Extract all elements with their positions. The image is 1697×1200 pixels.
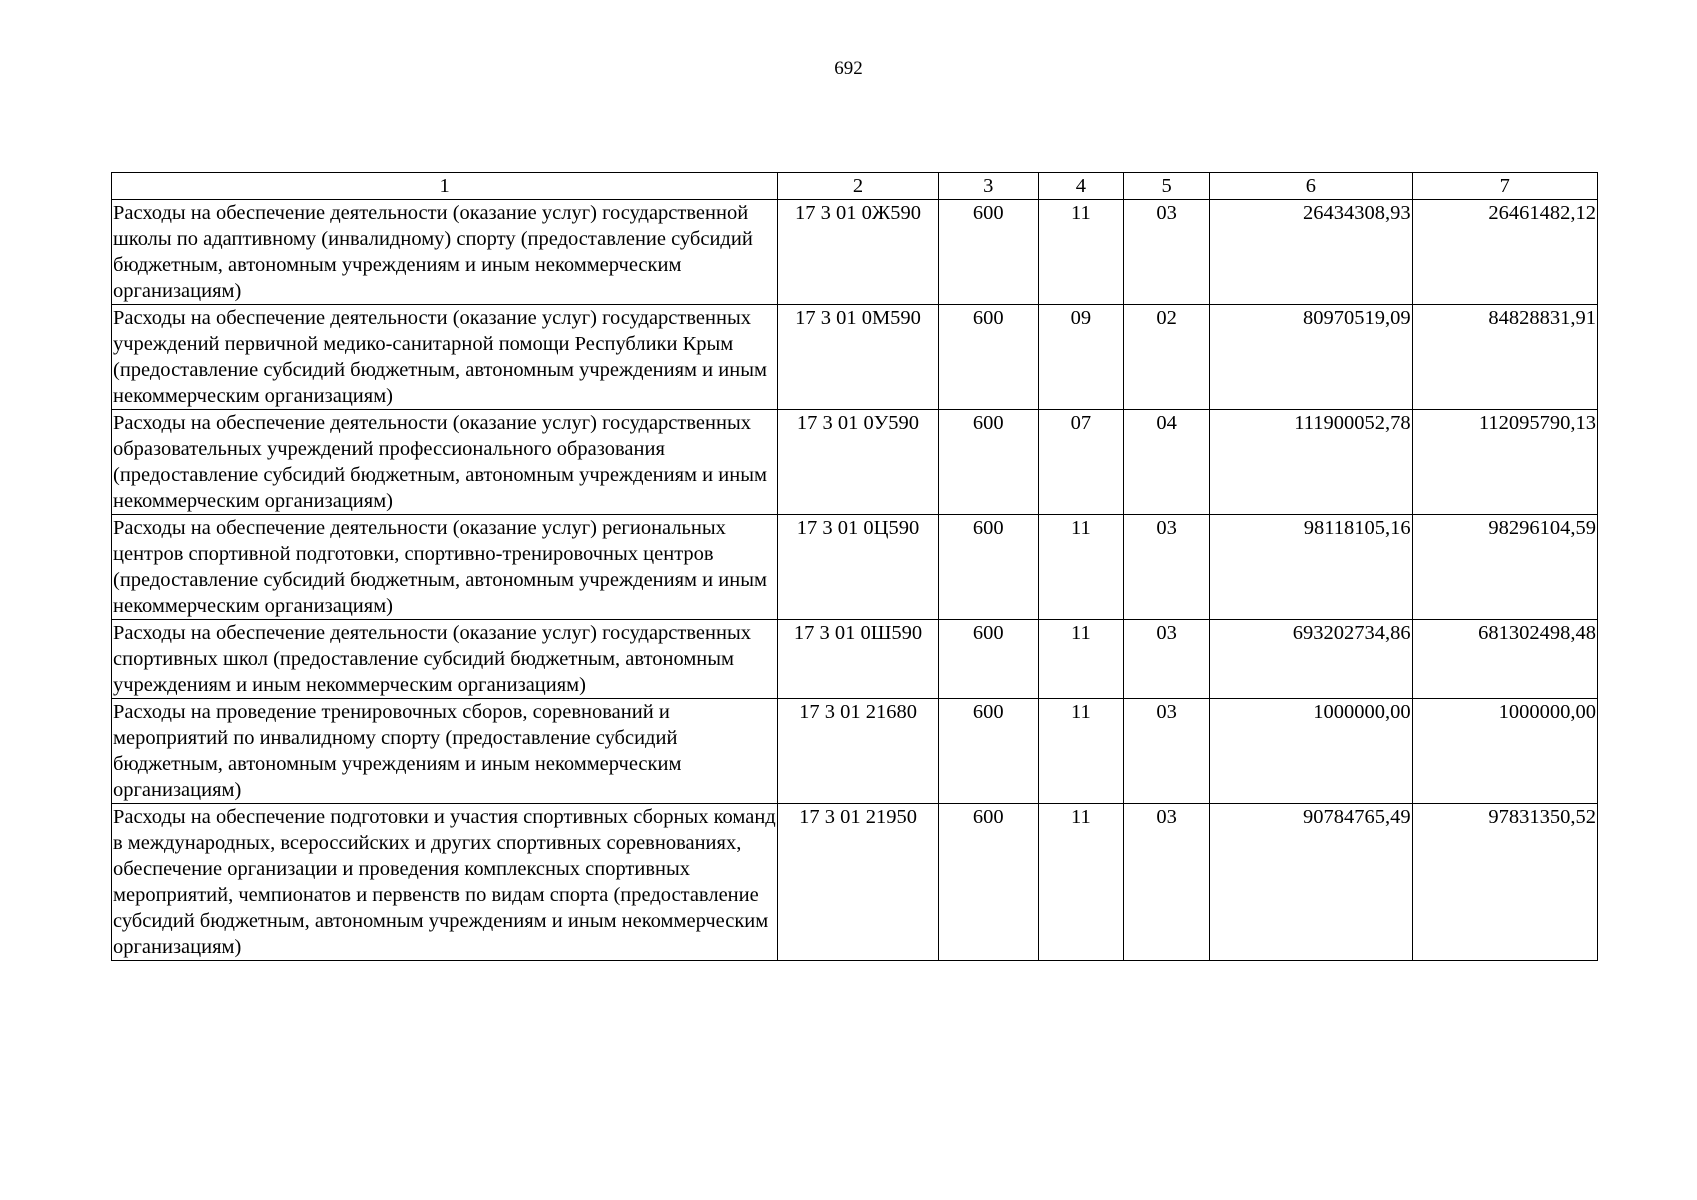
row-subsection: 03	[1124, 804, 1210, 961]
row-code: 17 3 01 0У590	[778, 410, 938, 515]
row-amount-col7: 1000000,00	[1412, 699, 1597, 804]
row-description: Расходы на обеспечение деятельности (оказание услуг) государственной школы по адаптивному (инвалидному) спорту (предоставление субсидий бюджетным, автономным учреждениям и иным некоммерческим организациям)	[112, 200, 778, 305]
row-description: Расходы на обеспечение деятельности (оказание услуг) государственных образовательных учреждений профессионального образования (предоставление субсидий бюджетным, автономным учреждениям и иным некоммерческим организациям)	[112, 410, 778, 515]
row-expense-type: 600	[938, 804, 1038, 961]
row-subsection: 03	[1124, 200, 1210, 305]
column-header: 1	[112, 173, 778, 200]
row-subsection: 03	[1124, 699, 1210, 804]
row-code: 17 3 01 0Ж590	[778, 200, 938, 305]
column-header: 3	[938, 173, 1038, 200]
row-amount-col6: 693202734,86	[1210, 620, 1412, 699]
row-code: 17 3 01 21680	[778, 699, 938, 804]
header-row	[112, 173, 1598, 200]
row-expense-type: 600	[938, 620, 1038, 699]
column-header: 4	[1038, 173, 1123, 200]
row-amount-col7: 84828831,91	[1412, 305, 1597, 410]
row-amount-col7: 97831350,52	[1412, 804, 1597, 961]
row-section: 11	[1038, 804, 1123, 961]
column-header: 2	[778, 173, 938, 200]
row-section: 09	[1038, 305, 1123, 410]
row-expense-type: 600	[938, 305, 1038, 410]
row-amount-col7: 112095790,13	[1412, 410, 1597, 515]
row-amount-col6: 1000000,00	[1210, 699, 1412, 804]
row-expense-type: 600	[938, 515, 1038, 620]
row-amount-col6: 111900052,78	[1210, 410, 1412, 515]
row-expense-type: 600	[938, 699, 1038, 804]
row-section: 11	[1038, 200, 1123, 305]
table-row	[112, 620, 1598, 699]
row-code: 17 3 01 0Ш590	[778, 620, 938, 699]
row-subsection: 02	[1124, 305, 1210, 410]
row-description: Расходы на обеспечение деятельности (оказание услуг) региональных центров спортивной подготовки, спортивно-тренировочных центров (предоставление субсидий бюджетным, автономным учреждениям и иным некоммерческим организациям)	[112, 515, 778, 620]
row-code: 17 3 01 0Ц590	[778, 515, 938, 620]
table-row	[112, 515, 1598, 620]
row-subsection: 04	[1124, 410, 1210, 515]
row-code: 17 3 01 21950	[778, 804, 938, 961]
column-header: 5	[1124, 173, 1210, 200]
table-row	[112, 305, 1598, 410]
row-amount-col7: 681302498,48	[1412, 620, 1597, 699]
row-description: Расходы на проведение тренировочных сборов, соревнований и мероприятий по инвалидному спорту (предоставление субсидий бюджетным, автономным учреждениям и иным некоммерческим организациям)	[112, 699, 778, 804]
row-amount-col6: 26434308,93	[1210, 200, 1412, 305]
row-subsection: 03	[1124, 620, 1210, 699]
row-amount-col6: 80970519,09	[1210, 305, 1412, 410]
row-section: 11	[1038, 620, 1123, 699]
table-row	[112, 410, 1598, 515]
row-code: 17 3 01 0М590	[778, 305, 938, 410]
row-expense-type: 600	[938, 200, 1038, 305]
row-section: 07	[1038, 410, 1123, 515]
row-amount-col7: 98296104,59	[1412, 515, 1597, 620]
row-section: 11	[1038, 699, 1123, 804]
row-expense-type: 600	[938, 410, 1038, 515]
row-amount-col6: 90784765,49	[1210, 804, 1412, 961]
column-header: 7	[1412, 173, 1597, 200]
table-row	[112, 804, 1598, 961]
table-row	[112, 699, 1598, 804]
row-section: 11	[1038, 515, 1123, 620]
column-header: 6	[1210, 173, 1412, 200]
table-row	[112, 200, 1598, 305]
row-amount-col6: 98118105,16	[1210, 515, 1412, 620]
row-description: Расходы на обеспечение подготовки и участия спортивных сборных команд в международных, всероссийских и других спортивных соревнованиях, обеспечение организации и проведения комплексных спортивных мероприятий, чемпионатов и первенств по видам спорта (предоставление субсидий бюджетным, автономным учреждениям и иным некоммерческим организациям)	[112, 804, 778, 961]
page-number: 692	[834, 58, 863, 79]
row-subsection: 03	[1124, 515, 1210, 620]
row-description: Расходы на обеспечение деятельности (оказание услуг) государственных спортивных школ (предоставление субсидий бюджетным, автономным учреждениям и иным некоммерческим организациям)	[112, 620, 778, 699]
row-description: Расходы на обеспечение деятельности (оказание услуг) государственных учреждений первичной медико-санитарной помощи Республики Крым (предоставление субсидий бюджетным, автономным учреждениям и иным некоммерческим организациям)	[112, 305, 778, 410]
budget-table	[111, 172, 1598, 961]
row-amount-col7: 26461482,12	[1412, 200, 1597, 305]
